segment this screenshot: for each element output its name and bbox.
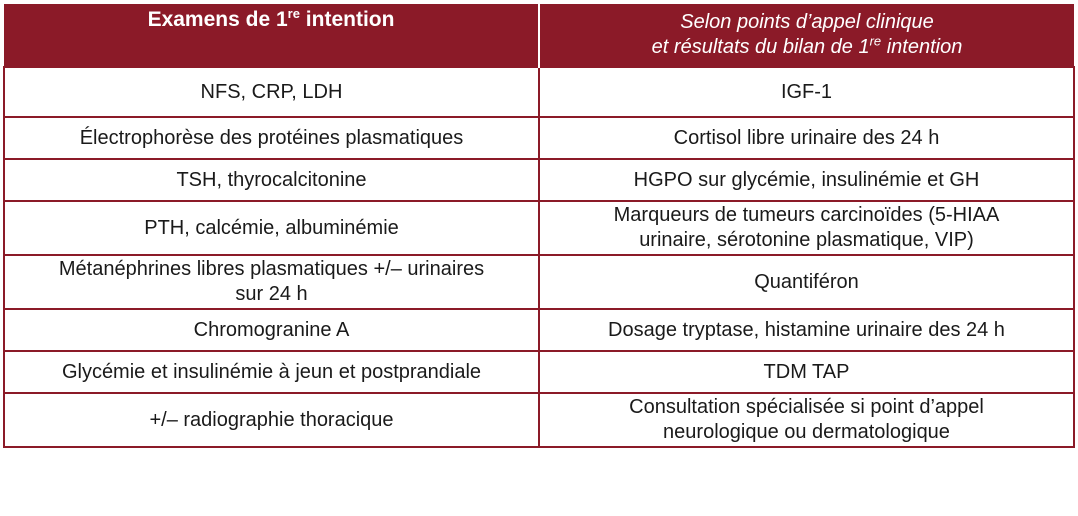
table-row	[4, 309, 1074, 351]
cell-text-line1: Consultation spécialisée si point d’appel	[629, 396, 984, 418]
cell-text-line2: sur 24 h	[235, 283, 308, 305]
cell-text-line1: Marqueurs de tumeurs carcinoïdes (5-HIAA	[613, 204, 1000, 226]
cell-second-line: IGF-1	[539, 67, 1074, 117]
exams-table	[3, 4, 1075, 448]
cell-first-line: TSH, thyrocalcitonine	[4, 159, 539, 201]
cell-first-line	[4, 255, 539, 309]
cell-second-line: Quantiféron	[539, 255, 1074, 309]
cell-text-line1: Métanéphrines libres plasmatiques +/– urinaires	[58, 258, 485, 280]
cell-second-line: HGPO sur glycémie, insulinémie et GH	[539, 159, 1074, 201]
cell-first-line: Électrophorèse des protéines plasmatiques	[4, 117, 539, 159]
cell-text-line2: neurologique ou dermatologique	[663, 421, 950, 443]
table-row	[4, 255, 1074, 309]
cell-first-line: Chromogranine A	[4, 309, 539, 351]
table-row	[4, 67, 1074, 117]
cell-second-line: TDM TAP	[539, 351, 1074, 393]
header-col2-line2-tail: intention	[881, 36, 963, 58]
table-row	[4, 159, 1074, 201]
header-col2-line1: Selon points d’appel clinique	[680, 11, 934, 33]
cell-second-line: Dosage tryptase, histamine urinaire des 24 h	[539, 309, 1074, 351]
header-col1-sup: re	[287, 6, 300, 21]
table-row	[4, 393, 1074, 447]
header-row	[4, 4, 1074, 67]
header-col1-main: Examens de 1	[147, 8, 288, 31]
header-col1-tail: intention	[299, 8, 395, 31]
table-row	[4, 351, 1074, 393]
table-row	[4, 117, 1074, 159]
cell-first-line: NFS, CRP, LDH	[4, 67, 539, 117]
cell-first-line: Glycémie et insulinémie à jeun et postprandiale	[4, 351, 539, 393]
header-col2-line2-sup: re	[869, 33, 882, 49]
cell-first-line: PTH, calcémie, albuminémie	[4, 201, 539, 255]
cell-text-line2: urinaire, sérotonine plasmatique, VIP)	[639, 229, 974, 251]
cell-second-line	[539, 393, 1074, 447]
header-col2-line2-main: et résultats du bilan de 1	[651, 36, 870, 58]
table-row	[4, 201, 1074, 255]
cell-first-line: +/– radiographie thoracique	[4, 393, 539, 447]
cell-second-line: Cortisol libre urinaire des 24 h	[539, 117, 1074, 159]
cell-second-line	[539, 201, 1074, 255]
table-body	[4, 67, 1074, 447]
table-header	[4, 4, 1074, 67]
header-clinical-orientation	[539, 4, 1074, 67]
header-first-line-exams	[4, 4, 539, 67]
